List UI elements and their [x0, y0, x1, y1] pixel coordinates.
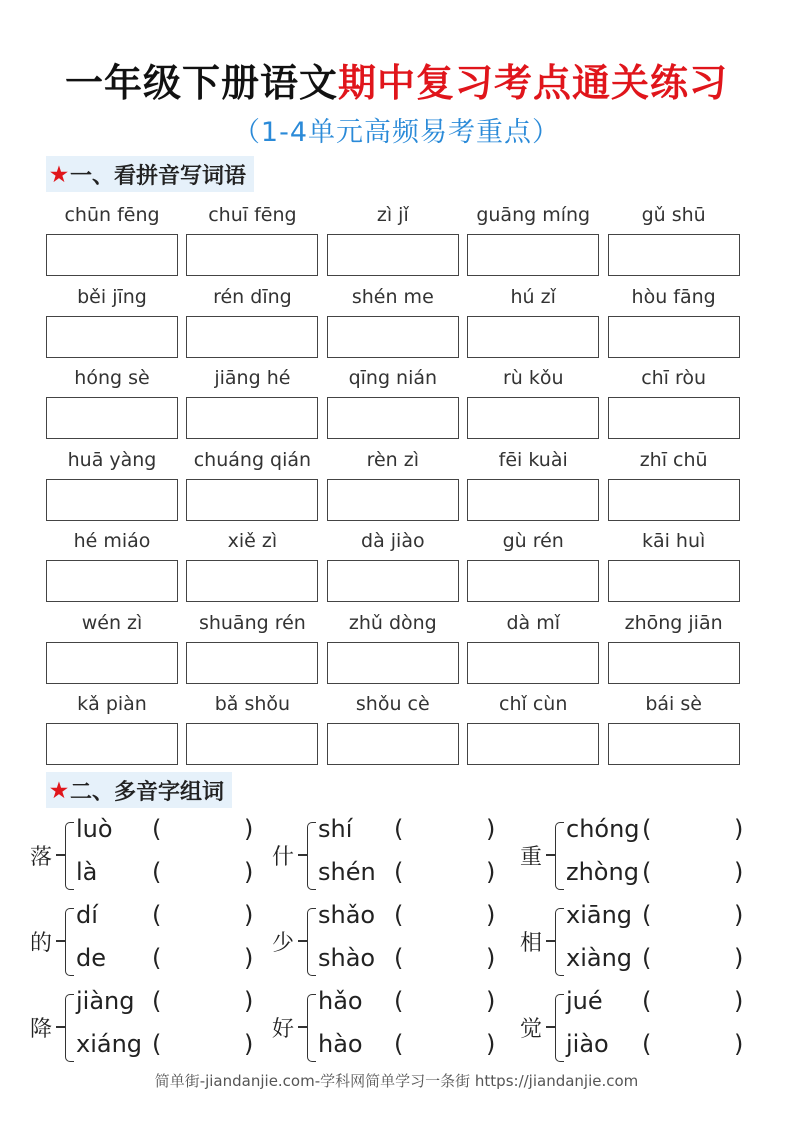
pinyin-item	[327, 610, 467, 692]
answer-box[interactable]	[327, 316, 459, 358]
open-paren: (	[394, 858, 404, 886]
pinyin-item	[327, 691, 467, 773]
pinyin-item	[467, 284, 607, 366]
answer-box[interactable]	[327, 397, 459, 439]
pinyin-item	[467, 528, 607, 610]
reading-pinyin: shén	[318, 858, 376, 886]
pinyin-item	[608, 528, 748, 610]
reading-pinyin: shào	[318, 944, 376, 972]
polyphone-group	[272, 812, 512, 898]
polyphone-group	[30, 984, 270, 1070]
pinyin-item	[46, 691, 186, 773]
open-paren: (	[152, 858, 162, 886]
answer-box[interactable]	[186, 234, 318, 276]
section-1-heading	[46, 156, 254, 192]
close-paren: )	[734, 858, 744, 886]
answer-box[interactable]	[46, 560, 178, 602]
page-subtitle: （1-4单元高频易考重点）	[232, 117, 561, 148]
pinyin-label: rù kǒu	[502, 367, 564, 389]
answer-box[interactable]	[186, 723, 318, 765]
reading-pinyin: chóng	[566, 815, 640, 843]
reading-pinyin: zhòng	[566, 858, 639, 886]
pinyin-label: chuī fēng	[208, 204, 297, 226]
polyphone-char: 少	[272, 931, 295, 956]
close-paren: )	[244, 901, 254, 929]
close-paren: )	[486, 901, 496, 929]
answer-box[interactable]	[46, 642, 178, 684]
section-2-title: 二、多音字组词	[69, 778, 224, 805]
brace-icon	[65, 908, 74, 976]
close-paren: )	[734, 901, 744, 929]
pinyin-label: chī ròu	[641, 367, 707, 389]
pinyin-label: hóng sè	[74, 367, 150, 389]
reading-pinyin: de	[76, 944, 106, 972]
pinyin-label: shǒu cè	[355, 693, 430, 715]
brace-stem	[546, 854, 555, 856]
polyphone-group	[520, 984, 760, 1070]
answer-box[interactable]	[327, 479, 459, 521]
pinyin-item	[467, 365, 607, 447]
close-paren: )	[244, 815, 254, 843]
close-paren: )	[244, 858, 254, 886]
pinyin-label: zhōng jiān	[624, 611, 723, 634]
brace-icon	[555, 994, 564, 1062]
brace-icon	[307, 822, 316, 890]
brace-icon	[65, 994, 74, 1062]
pinyin-label: rén dīng	[213, 285, 292, 308]
pinyin-label: dà jiào	[361, 530, 425, 552]
brace-stem	[546, 940, 555, 942]
pinyin-label: dà mǐ	[506, 611, 560, 634]
pinyin-item	[186, 447, 326, 529]
polyphone-group	[30, 898, 270, 984]
pinyin-item	[46, 202, 186, 284]
answer-box[interactable]	[467, 642, 599, 684]
pinyin-label: chūn fēng	[64, 204, 160, 226]
reading-pinyin: hǎo	[318, 987, 363, 1015]
reading-pinyin: xiàng	[566, 944, 633, 972]
pinyin-item	[467, 202, 607, 284]
open-paren: (	[642, 1030, 652, 1058]
reading-pinyin: jiàng	[76, 987, 135, 1015]
open-paren: (	[642, 858, 652, 886]
reading-pinyin: là	[76, 858, 98, 886]
polyphone-char: 降	[30, 1017, 53, 1042]
reading-pinyin: shǎo	[318, 901, 376, 929]
answer-box[interactable]	[467, 397, 599, 439]
pinyin-row	[46, 691, 748, 773]
answer-box[interactable]	[186, 479, 318, 521]
pinyin-label: kāi huì	[641, 530, 706, 552]
brace-icon	[555, 908, 564, 976]
pinyin-row	[46, 528, 748, 610]
star-icon: ★	[50, 778, 68, 802]
pinyin-label: zhǔ dòng	[348, 611, 437, 634]
pinyin-item	[186, 528, 326, 610]
polyphone-char: 落	[30, 845, 53, 870]
reading-pinyin: dí	[76, 901, 98, 929]
open-paren: (	[152, 944, 162, 972]
pinyin-item	[467, 610, 607, 692]
open-paren: (	[152, 1030, 162, 1058]
pinyin-label: huā yàng	[67, 448, 157, 471]
pinyin-item	[186, 365, 326, 447]
pinyin-item	[327, 284, 467, 366]
close-paren: )	[486, 858, 496, 886]
close-paren: )	[734, 944, 744, 972]
pinyin-row	[46, 365, 748, 447]
open-paren: (	[642, 987, 652, 1015]
polyphone-char: 觉	[520, 1017, 543, 1042]
answer-box[interactable]	[608, 316, 740, 358]
section-2-heading	[46, 772, 232, 808]
answer-box[interactable]	[186, 397, 318, 439]
answer-box[interactable]	[46, 479, 178, 521]
star-icon: ★	[50, 162, 68, 186]
answer-box[interactable]	[608, 479, 740, 521]
pinyin-label: wén zì	[81, 611, 143, 634]
pinyin-item	[327, 365, 467, 447]
answer-box[interactable]	[467, 316, 599, 358]
close-paren: )	[486, 944, 496, 972]
section-1-title: 一、看拼音写词语	[69, 162, 246, 189]
brace-icon	[555, 822, 564, 890]
close-paren: )	[486, 815, 496, 843]
pinyin-label: chǐ cùn	[499, 693, 568, 715]
answer-box[interactable]	[46, 397, 178, 439]
answer-box[interactable]	[327, 234, 459, 276]
brace-stem	[546, 1026, 555, 1028]
open-paren: (	[642, 944, 652, 972]
pinyin-item	[608, 284, 748, 366]
pinyin-row	[46, 610, 748, 692]
open-paren: (	[394, 901, 404, 929]
pinyin-item	[186, 284, 326, 366]
pinyin-item	[186, 202, 326, 284]
pinyin-item	[46, 447, 186, 529]
pinyin-item	[46, 528, 186, 610]
reading-pinyin: jué	[566, 987, 603, 1015]
answer-box[interactable]	[327, 723, 459, 765]
pinyin-label: běi jīng	[77, 285, 147, 308]
brace-stem	[56, 854, 65, 856]
polyphone-char: 相	[520, 931, 543, 956]
answer-box[interactable]	[467, 560, 599, 602]
pinyin-item	[327, 202, 467, 284]
reading-pinyin: hào	[318, 1030, 363, 1058]
pinyin-label: bái sè	[645, 693, 702, 715]
pinyin-row	[46, 202, 748, 284]
pinyin-item	[467, 447, 607, 529]
title-red-part: 期中复习考点通关练习	[338, 60, 729, 105]
pinyin-row	[46, 284, 748, 366]
close-paren: )	[486, 987, 496, 1015]
polyphone-char: 的	[30, 931, 53, 956]
pinyin-label: xiě zì	[227, 530, 278, 552]
open-paren: (	[394, 987, 404, 1015]
pinyin-label: qīng nián	[348, 367, 438, 389]
pinyin-item	[186, 610, 326, 692]
reading-pinyin: luò	[76, 815, 113, 843]
polyphone-char: 什	[272, 845, 295, 870]
open-paren: (	[152, 815, 162, 843]
pinyin-item	[467, 691, 607, 773]
brace-stem	[298, 1026, 307, 1028]
answer-box[interactable]	[608, 642, 740, 684]
answer-box[interactable]	[186, 316, 318, 358]
close-paren: )	[734, 815, 744, 843]
pinyin-item	[46, 284, 186, 366]
footer-watermark: 简单街-jiandanjie.com-学科网简单学习一条街 https://jiandanjie.com	[154, 1072, 639, 1090]
pinyin-item	[46, 610, 186, 692]
title-black-part: 一年级下册语文	[64, 60, 338, 105]
pinyin-label: fēi kuài	[498, 448, 568, 471]
polyphone-group	[30, 812, 270, 898]
brace-icon	[307, 994, 316, 1062]
open-paren: (	[394, 815, 404, 843]
brace-stem	[298, 854, 307, 856]
answer-box[interactable]	[46, 234, 178, 276]
open-paren: (	[642, 901, 652, 929]
answer-box[interactable]	[327, 642, 459, 684]
answer-box[interactable]	[327, 560, 459, 602]
polyphone-group	[272, 898, 512, 984]
pinyin-item	[608, 202, 748, 284]
reading-pinyin: xiáng	[76, 1030, 143, 1058]
pinyin-label: rèn zì	[366, 448, 420, 471]
polyphone-char: 好	[272, 1017, 295, 1042]
answer-box[interactable]	[608, 397, 740, 439]
open-paren: (	[642, 815, 652, 843]
answer-box[interactable]	[608, 234, 740, 276]
pinyin-item	[46, 365, 186, 447]
pinyin-label: zhī chū	[639, 448, 708, 471]
close-paren: )	[486, 1030, 496, 1058]
open-paren: (	[394, 1030, 404, 1058]
answer-box[interactable]	[608, 560, 740, 602]
pinyin-label: gù rén	[502, 530, 564, 552]
pinyin-item	[608, 691, 748, 773]
reading-pinyin: xiāng	[566, 901, 633, 929]
open-paren: (	[152, 901, 162, 929]
brace-icon	[65, 822, 74, 890]
close-paren: )	[244, 1030, 254, 1058]
answer-box[interactable]	[467, 723, 599, 765]
pinyin-label: bǎ shǒu	[214, 693, 291, 715]
pinyin-item	[608, 610, 748, 692]
answer-box[interactable]	[467, 234, 599, 276]
pinyin-label: jiāng hé	[214, 367, 291, 389]
pinyin-label: hú zǐ	[510, 285, 556, 308]
reading-pinyin: jiào	[566, 1030, 609, 1058]
pinyin-label: hòu fāng	[631, 285, 716, 308]
polyphone-group	[520, 812, 760, 898]
answer-box[interactable]	[186, 560, 318, 602]
open-paren: (	[152, 987, 162, 1015]
brace-stem	[56, 940, 65, 942]
pinyin-label: guāng míng	[476, 204, 591, 226]
polyphone-group	[520, 898, 760, 984]
polyphone-group	[272, 984, 512, 1070]
page-title	[0, 52, 793, 107]
pinyin-item	[608, 447, 748, 529]
answer-box[interactable]	[186, 642, 318, 684]
close-paren: )	[244, 944, 254, 972]
answer-box[interactable]	[46, 723, 178, 765]
reading-pinyin: shí	[318, 815, 353, 843]
pinyin-label: hé miáo	[73, 530, 151, 552]
pinyin-grid	[46, 202, 748, 773]
pinyin-label: chuáng qián	[193, 448, 312, 471]
pinyin-item	[186, 691, 326, 773]
pinyin-label: kǎ piàn	[77, 693, 147, 715]
answer-box[interactable]	[46, 316, 178, 358]
pinyin-row	[46, 447, 748, 529]
polyphone-char: 重	[520, 845, 543, 870]
pinyin-item	[327, 528, 467, 610]
pinyin-label: shuāng rén	[198, 611, 306, 634]
pinyin-label: gǔ shū	[641, 204, 706, 226]
brace-stem	[56, 1026, 65, 1028]
answer-box[interactable]	[608, 723, 740, 765]
close-paren: )	[734, 987, 744, 1015]
brace-stem	[298, 940, 307, 942]
brace-icon	[307, 908, 316, 976]
close-paren: )	[734, 1030, 744, 1058]
pinyin-item	[608, 365, 748, 447]
pinyin-item	[327, 447, 467, 529]
answer-box[interactable]	[467, 479, 599, 521]
open-paren: (	[394, 944, 404, 972]
pinyin-label: shén me	[351, 285, 434, 308]
pinyin-label: zì jǐ	[376, 204, 409, 226]
close-paren: )	[244, 987, 254, 1015]
